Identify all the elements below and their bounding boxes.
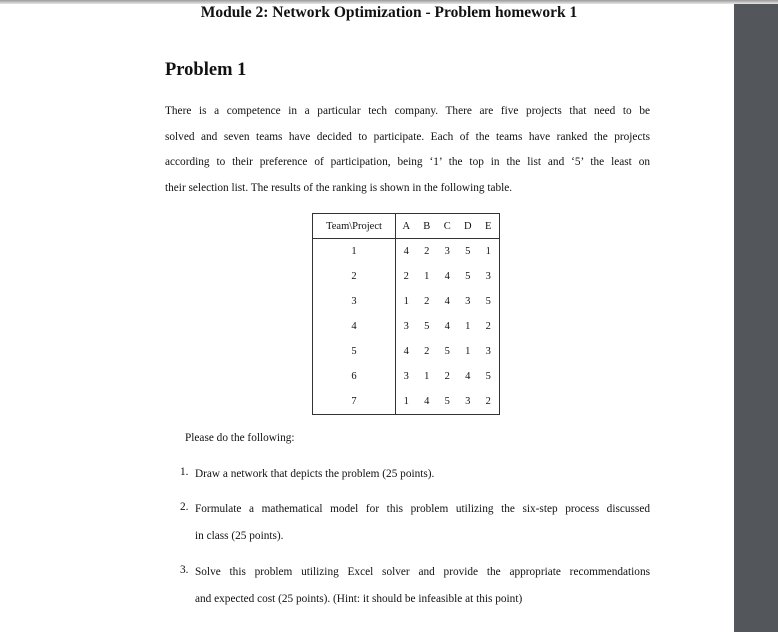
paragraph-line: solved and seven teams have decided to participate. Each of the teams have ranked the projects xyxy=(165,130,650,143)
task-line: in class (25 points). xyxy=(195,529,284,542)
rank-cell: 1 xyxy=(424,371,430,382)
rank-cell: 4 xyxy=(444,321,450,332)
table-row xyxy=(313,264,500,289)
table-row xyxy=(313,339,500,364)
rank-cell: 4 xyxy=(403,346,409,357)
rank-cell: 3 xyxy=(485,271,491,282)
table-row xyxy=(313,364,500,389)
team-cell: 2 xyxy=(313,264,396,289)
column-header: E xyxy=(478,214,499,239)
rank-cell: 5 xyxy=(485,371,491,382)
rank-cell: 4 xyxy=(403,246,409,257)
rank-cell: 4 xyxy=(444,271,450,282)
column-header: D xyxy=(458,214,479,239)
task-line: Draw a network that depicts the problem (25 points). xyxy=(195,468,435,480)
team-cell: 6 xyxy=(313,364,396,389)
rank-cell: 4 xyxy=(465,371,471,382)
corner-header: Team\Project xyxy=(313,214,396,239)
rank-cell: 2 xyxy=(485,396,491,407)
rank-cell: 3 xyxy=(485,346,491,357)
problem-title: Problem 1 xyxy=(165,60,247,80)
rank-cell: 3 xyxy=(465,396,471,407)
table-header-row xyxy=(313,214,500,239)
task-number: 2. xyxy=(180,501,189,513)
rank-cell: 1 xyxy=(465,346,471,357)
rank-cell: 5 xyxy=(485,296,491,307)
rank-cell: 4 xyxy=(444,296,450,307)
task-line: Formulate a mathematical model for this problem utilizing the six-step process discussed xyxy=(195,503,650,515)
rank-cell: 3 xyxy=(444,246,450,257)
rank-cell: 1 xyxy=(403,296,409,307)
document-header: Module 2: Network Optimization - Problem homework 1 xyxy=(200,4,578,21)
instructions-intro: Please do the following: xyxy=(185,432,295,444)
task-number: 3. xyxy=(180,564,189,576)
rank-cell: 2 xyxy=(424,246,430,257)
rank-cell: 2 xyxy=(485,321,491,332)
team-cell: 1 xyxy=(313,239,396,265)
rank-cell: 5 xyxy=(465,246,471,257)
rank-cell: 5 xyxy=(444,346,450,357)
team-cell: 7 xyxy=(313,389,396,415)
column-header: A xyxy=(396,214,417,239)
team-cell: 3 xyxy=(313,289,396,314)
rank-cell: 1 xyxy=(465,321,471,332)
ranking-table xyxy=(312,213,500,415)
team-cell: 4 xyxy=(313,314,396,339)
team-cell: 5 xyxy=(313,339,396,364)
rank-cell: 2 xyxy=(403,271,409,282)
rank-cell: 2 xyxy=(424,296,430,307)
rank-cell: 1 xyxy=(403,396,409,407)
rank-cell: 4 xyxy=(424,396,430,407)
rank-cell: 5 xyxy=(465,271,471,282)
table-row xyxy=(313,289,500,314)
rank-cell: 5 xyxy=(444,396,450,407)
task-line: and expected cost (25 points). (Hint: it should be infeasible at this point) xyxy=(195,592,523,605)
table-row xyxy=(313,239,500,265)
rank-cell: 2 xyxy=(424,346,430,357)
task-line: Solve this problem utilizing Excel solver and provide the appropriate recommendations xyxy=(195,566,650,578)
column-header: C xyxy=(437,214,458,239)
paragraph-line: There is a competence in a particular tech company. There are five projects that need to be xyxy=(165,105,650,117)
paragraph-line: their selection list. The results of the ranking is shown in the following table. xyxy=(165,181,513,194)
problem-description xyxy=(165,103,650,205)
table-row xyxy=(313,314,500,339)
table-row xyxy=(313,389,500,415)
rank-cell: 5 xyxy=(424,321,430,332)
rank-cell: 3 xyxy=(465,296,471,307)
rank-cell: 1 xyxy=(424,271,430,282)
rank-cell: 2 xyxy=(444,371,450,382)
rank-cell: 1 xyxy=(485,246,491,257)
column-header: B xyxy=(417,214,438,239)
task-number: 1. xyxy=(180,466,189,478)
rank-cell: 3 xyxy=(403,321,409,332)
rank-cell: 3 xyxy=(403,371,409,382)
paragraph-line: according to their preference of participation, being ‘1’ the top in the list and ‘5’ the least on xyxy=(165,156,650,168)
